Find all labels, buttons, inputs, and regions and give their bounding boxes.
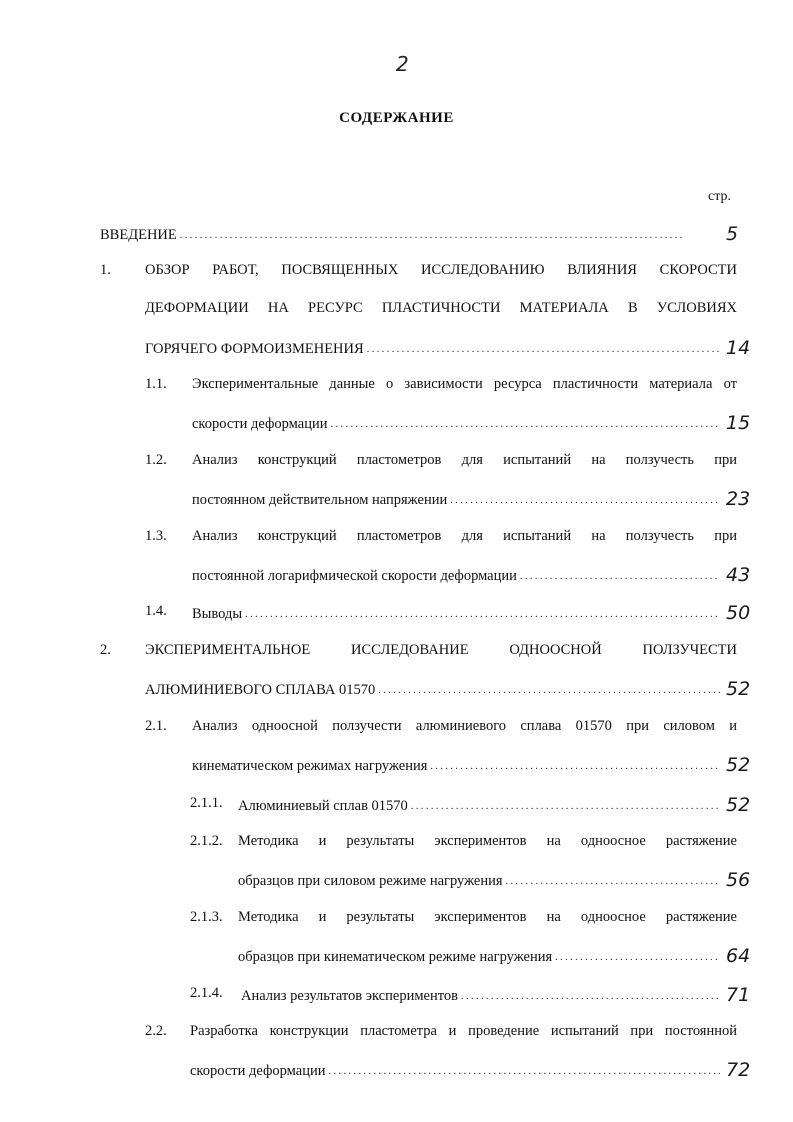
leader-dots bbox=[180, 227, 720, 241]
toc-entry-intro bbox=[100, 224, 760, 244]
leader-dots bbox=[461, 988, 720, 1002]
toc-entry-s2-1-4 bbox=[241, 985, 760, 1005]
toc-entry-text: Анализ конструкций пластометров для испытаний на ползучесть при bbox=[192, 452, 737, 468]
toc-page-number: 71 bbox=[726, 984, 751, 1006]
toc-entry-text: образцов при кинематическом режиме нагружения bbox=[238, 949, 553, 965]
leader-dots bbox=[328, 1063, 720, 1077]
toc-number: 2. bbox=[100, 642, 111, 658]
toc-entry-s2-1 bbox=[192, 755, 760, 775]
toc-entry-s1-3 bbox=[192, 565, 760, 585]
toc-page-number: 43 bbox=[726, 564, 751, 586]
toc-page-number: 5 bbox=[726, 223, 739, 245]
toc-page-number: 72 bbox=[726, 1059, 751, 1081]
toc-entry-text: ОБЗОР РАБОТ, ПОСВЯЩЕННЫХ ИССЛЕДОВАНИЮ ВЛИЯНИЯ СКОРОСТИ bbox=[145, 262, 737, 278]
toc-entry-text: Алюминиевый сплав 01570 bbox=[238, 798, 408, 814]
toc-number: 2.1.3. bbox=[190, 909, 223, 925]
toc-entry-text: образцов при силовом режиме нагружения bbox=[238, 873, 503, 889]
toc-page-number: 52 bbox=[726, 794, 751, 816]
toc-entry-s2-1-3 bbox=[238, 946, 760, 966]
toc-entry-s2-2 bbox=[190, 1060, 760, 1080]
page-column-label: стр. bbox=[708, 189, 732, 204]
leader-dots bbox=[245, 606, 720, 620]
toc-number: 2.1.2. bbox=[190, 833, 223, 849]
toc-page-number: 56 bbox=[726, 869, 751, 891]
toc-entry-text: ВВЕДЕНИЕ bbox=[100, 227, 177, 243]
toc-entry-text: Экспериментальные данные о зависимости ресурса пластичности материала от bbox=[192, 376, 737, 392]
toc-page-number: 52 bbox=[726, 754, 751, 776]
toc-page-number: 15 bbox=[726, 412, 751, 434]
toc-page-number: 64 bbox=[726, 945, 751, 967]
toc-number: 1.1. bbox=[145, 376, 167, 392]
leader-dots bbox=[430, 758, 720, 772]
toc-entry-text: Анализ одноосной ползучести алюминиевого сплава 01570 при силовом и bbox=[192, 718, 737, 734]
toc-entry-s1 bbox=[145, 338, 760, 358]
leader-dots bbox=[506, 873, 720, 887]
toc-entry-text: постоянном действительном напряжении bbox=[192, 492, 448, 508]
toc-entry-s2 bbox=[145, 679, 760, 699]
toc-page-number: 14 bbox=[726, 337, 751, 359]
toc-entry-s1-1 bbox=[192, 413, 760, 433]
toc-entry-text: Методика и результаты экспериментов на одноосное растяжение bbox=[238, 833, 737, 849]
leader-dots bbox=[555, 949, 720, 963]
leader-dots bbox=[411, 798, 720, 812]
toc-number: 1.2. bbox=[145, 452, 167, 468]
leader-dots bbox=[367, 341, 720, 355]
toc-entry-s1-4 bbox=[192, 603, 760, 623]
toc-entry-s2-1-2 bbox=[238, 870, 760, 890]
toc-number: 1. bbox=[100, 262, 111, 278]
toc-number: 2.1.1. bbox=[190, 795, 223, 811]
page-number: 2 bbox=[396, 52, 409, 76]
toc-entry-text: Выводы bbox=[192, 606, 243, 622]
toc-entry-text: Методика и результаты экспериментов на одноосное растяжение bbox=[238, 909, 737, 925]
toc-entry-text: ЭКСПЕРИМЕНТАЛЬНОЕ ИССЛЕДОВАНИЕ ОДНООСНОЙ ПОЛЗУЧЕСТИ bbox=[145, 642, 737, 658]
toc-entry-text: ГОРЯЧЕГО ФОРМОИЗМЕНЕНИЯ bbox=[145, 341, 364, 357]
toc-number: 2.1. bbox=[145, 718, 167, 734]
toc-entry-text: постоянной логарифмической скорости деформации bbox=[192, 568, 517, 584]
toc-entry-text: Разработка конструкции пластометра и проведение испытаний при постоянной bbox=[190, 1023, 737, 1039]
toc-entry-text: АЛЮМИНИЕВОГО СПЛАВА 01570 bbox=[145, 682, 376, 698]
toc-entry-s2-1-1 bbox=[238, 795, 760, 815]
toc-page-number: 50 bbox=[726, 602, 751, 624]
toc-number: 1.3. bbox=[145, 528, 167, 544]
toc-page-number: 23 bbox=[726, 488, 751, 510]
leader-dots bbox=[520, 568, 720, 582]
toc-entry-text: Анализ результатов экспериментов bbox=[241, 988, 458, 1004]
toc-number: 1.4. bbox=[145, 603, 167, 619]
toc-entry-text: Анализ конструкций пластометров для испытаний на ползучесть при bbox=[192, 528, 737, 544]
toc-entry-text: скорости деформации bbox=[190, 1063, 326, 1079]
toc-number: 2.2. bbox=[145, 1023, 167, 1039]
toc-entry-s1-2 bbox=[192, 489, 760, 509]
toc-page-number: 52 bbox=[726, 678, 751, 700]
toc-number: 2.1.4. bbox=[190, 985, 223, 1001]
leader-dots bbox=[330, 416, 720, 430]
leader-dots bbox=[378, 682, 720, 696]
leader-dots bbox=[450, 492, 720, 506]
toc-entry-text: скорости деформации bbox=[192, 416, 328, 432]
toc-entry-text: ДЕФОРМАЦИИ НА РЕСУРС ПЛАСТИЧНОСТИ МАТЕРИАЛА В УСЛОВИЯХ bbox=[145, 300, 737, 316]
page-title: СОДЕРЖАНИЕ bbox=[339, 110, 454, 126]
toc-entry-text: кинематическом режимах нагружения bbox=[192, 758, 428, 774]
